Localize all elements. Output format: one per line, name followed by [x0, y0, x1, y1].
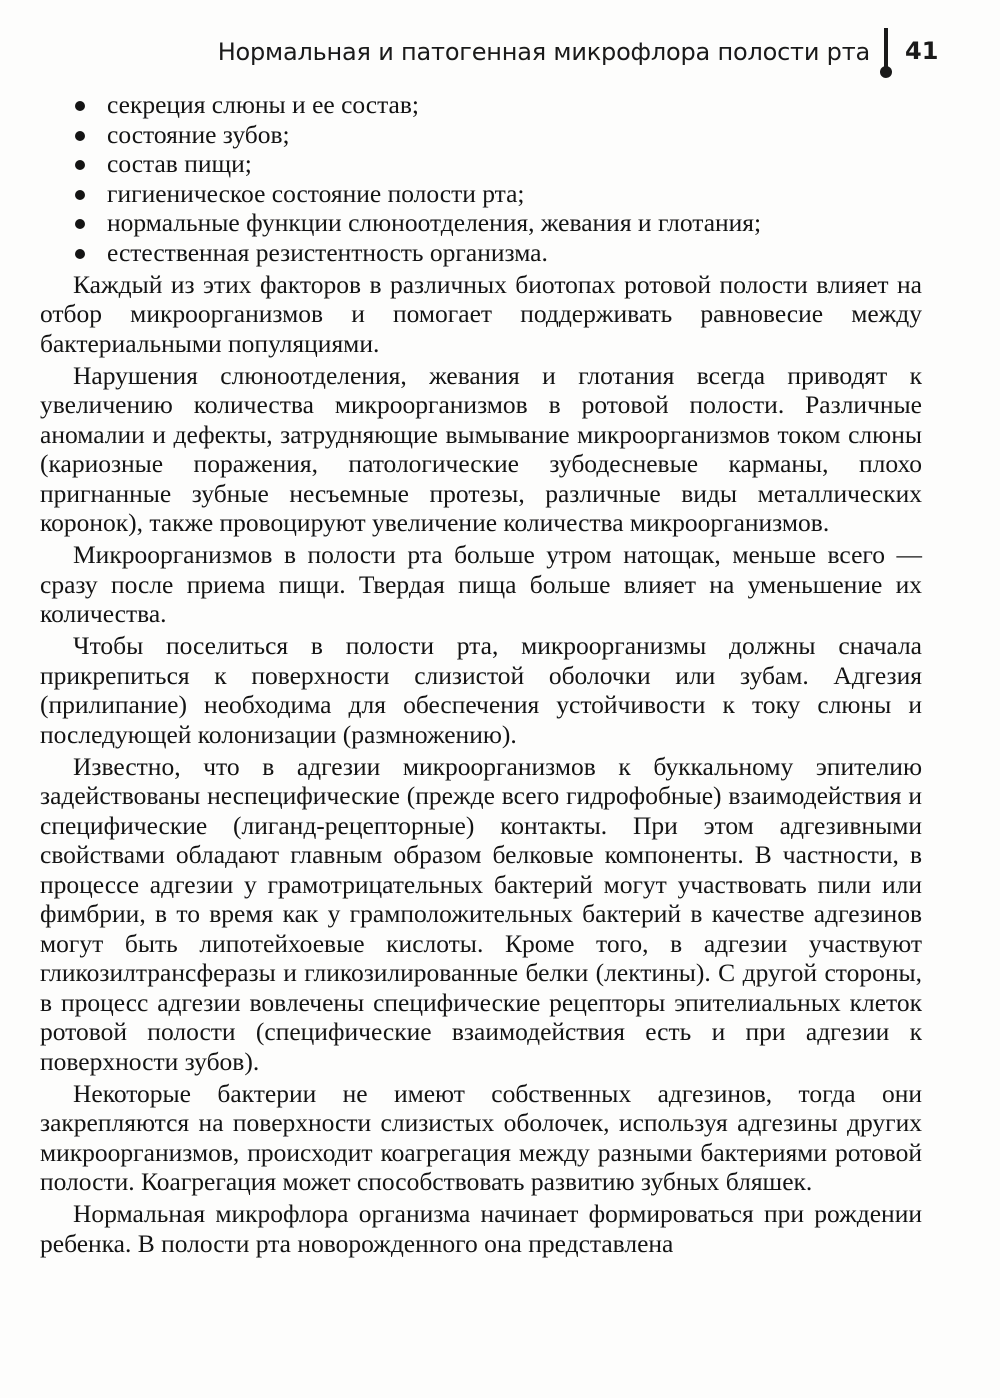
list-item-text: нормальные функции слюноотделения, жевания и глотания; [107, 208, 762, 237]
bullet-icon [75, 249, 85, 259]
page-number: 41 [905, 37, 939, 65]
bullet-icon [75, 101, 85, 111]
paragraph: Микроорганизмов в полости рта больше утром натощак, меньше всего — сразу после приема пищи. Твердая пища больше влияет на уменьшение их количества. [40, 540, 922, 628]
bullet-icon [75, 219, 85, 229]
list-item-text: состояние зубов; [107, 119, 290, 149]
bullet-icon [75, 160, 85, 170]
paragraph: Чтобы поселиться в полости рта, микроорганизмы должны сначала прикрепиться к поверхности слизистой оболочки или зубам. Адгезия (прилипание) необходима для обеспечения устойчивости к току слюны и последующей колонизации (размножению). [40, 631, 922, 749]
paragraph: Нормальная микрофлора организма начинает формироваться при рождении ребенка. В полости рта новорожденного она представлена [40, 1199, 922, 1258]
list-item [73, 149, 922, 179]
list-item [73, 120, 922, 150]
list-item-text: естественная резистентность организма. [107, 237, 548, 267]
bullet-icon [75, 131, 85, 141]
list-item [73, 208, 922, 238]
list-item [73, 90, 922, 120]
list-item-text: состав пищи; [107, 149, 252, 178]
paragraph: Каждый из этих факторов в различных биотопах ротовой полости влияет на отбор микроорганизмов и помогает поддерживать равновесие между бактериальными популяциями. [40, 269, 922, 358]
list-item-text: секреция слюны и ее состав; [107, 90, 420, 119]
header-rule-dot [880, 66, 892, 78]
paragraph: Некоторые бактерии не имеют собственных адгезинов, тогда они закрепляются на поверхности слизистых оболочек, используя адгезины других микроорганизмов, происходит коагрегация между разными бактериями ротовой полости. Коагрегация может способствовать развитию зубных бляшек. [40, 1078, 922, 1196]
list-item-text: гигиеническое состояние полости рта; [107, 178, 525, 208]
bullet-list [40, 90, 922, 267]
list-item [73, 238, 922, 268]
running-title: Нормальная и патогенная микрофлора полости рта [217, 38, 870, 66]
list-item [73, 179, 922, 209]
paragraph: Нарушения слюноотделения, жевания и глотания всегда приводят к увеличению количества микроорганизмов в ротовой полости. Различные аномалии и дефекты, затрудняющие вымывание микроорганизмов током слюны (кариозные поражения, патологические зубодесневые карманы, плохо пригнанные зубные несъемные протезы, различные виды металлических коронок), также провоцируют увеличение количества микроорганизмов. [40, 360, 922, 537]
paragraph: Известно, что в адгезии микроорганизмов к буккальному эпителию задействованы неспецифические (прежде всего гидрофобные) взаимодействия и специфические (лиганд-рецепторные) контакты. При этом адгезивными свойствами обладают главным образом белковые компоненты. В частности, в процессе адгезии у грамотрицательных бактерий могут участвовать пили или фимбрии, в то время как у грамположительных бактерий в качестве адгезинов могут быть липотейхоевые кислоты. Кроме того, в адгезии участвуют гликозилтрансферазы и гликозилированные белки (лектины). С другой стороны, в процесс адгезии вовлечены специфические рецепторы эпителиальных клеток ротовой полости (специфические взаимодействия есть и при адгезии к поверхности зубов). [40, 751, 922, 1076]
body-text [40, 90, 922, 1258]
bullet-icon [75, 190, 85, 200]
page-header [0, 28, 1000, 78]
